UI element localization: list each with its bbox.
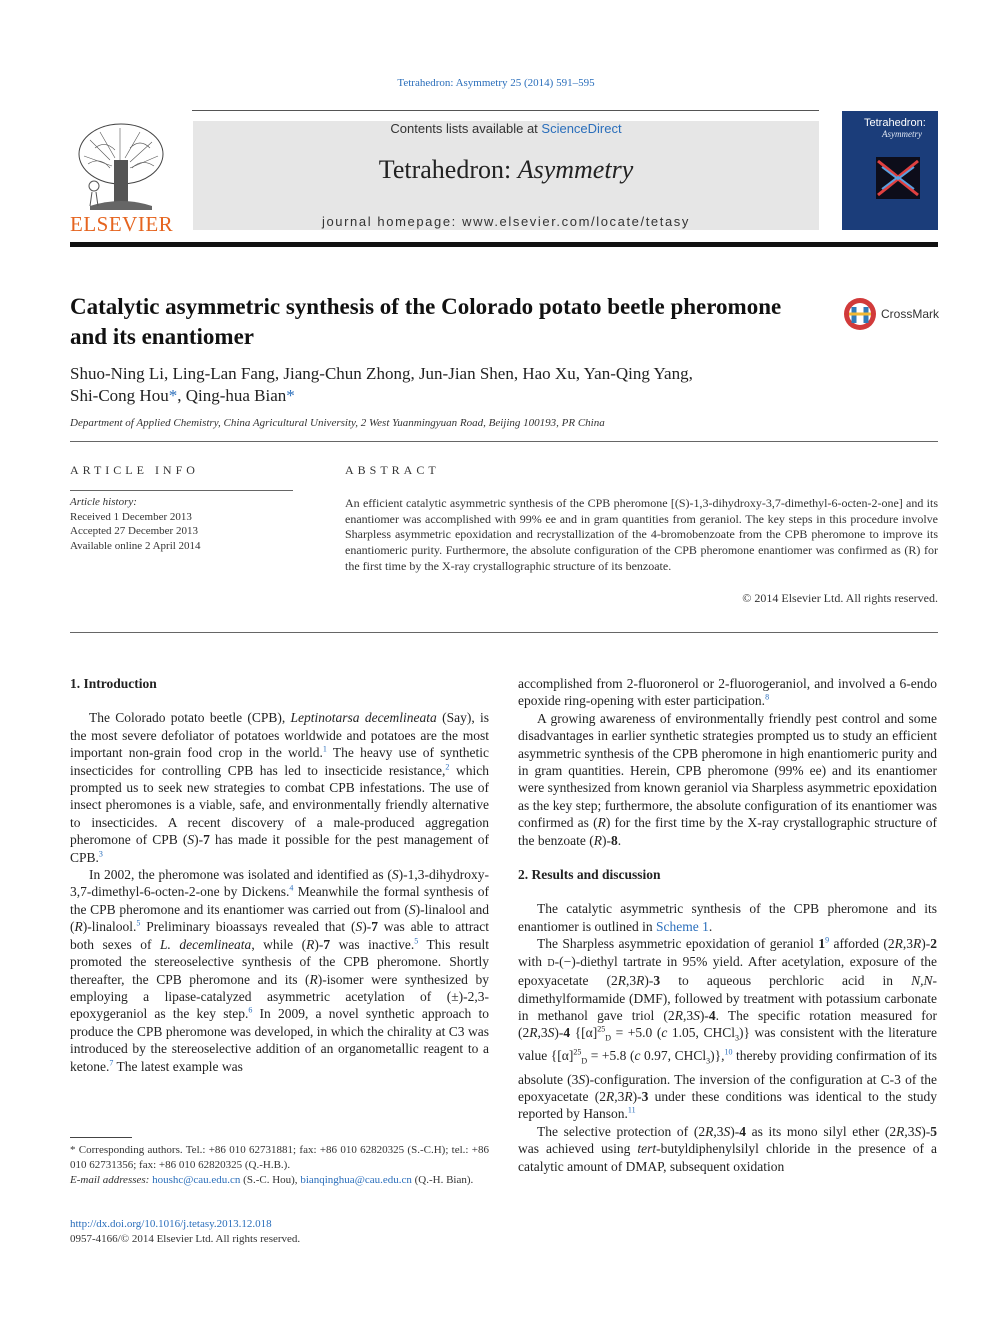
paragraph: The Colorado potato beetle (CPB), Leptinotarsa decemlineata (Say), is the most severe defoliator of potatoes worldwide and potatoes are the most important non-grain food crop in the world.$^1$ The heavy use of synthetic insecticides for controlling CPB has led to insecticide resistance,$^2$ which prompted us to seek new strategies to combat CPB infestations. The use of insect pheromones is a viable, safe, and environmentally friendly alternative to insecticides. A recent discovery of a male-produced aggregation pheromone of CPB (S)-7 has made it possible for the pest management of CPB.$^3$ bbox=[70, 710, 490, 865]
paragraph: In 2002, the pheromone was isolated and identified as (S)-1,3-dihydroxy-3,7-dimethyl-6-octen-2-one by Dickens.$^4$ Meanwhile the formal synthesis of the CPB pheromone and its enantiomer was carried out from (S)-linalool and (R)-linalool.$^5$ Preliminary bioassays revealed that (S)-7 was able to attract both sexes of L. decemlineata, while (R)-7 was inactive.$^5$ This result promoted the stereoselective synthesis of the CPB pheromone. Shortly thereafter, the CPB pheromone and its (R)-isomer were synthesized by employing a lipase-catalyzed asymmetric acetylation of (±)-2,3-epoxygeraniol as the key step.$^6$ In 2009, a novel synthetic approach to produce the CPB pheromone was developed, in which the chirality at C3 was introduced by the stereoselective addition of an organometallic reagent to a ketone.$^7$ The latest example was bbox=[70, 867, 489, 1074]
journal-citation[interactable]: Tetrahedron: Asymmetry 25 (2014) 591–595 bbox=[397, 77, 595, 89]
email-owner-bian: (Q.-H. Bian). bbox=[411, 1174, 474, 1186]
corresponding-mark[interactable]: * bbox=[286, 386, 295, 405]
abstract-text: An efficient catalytic asymmetric synthesis of the CPB pheromone [(S)-1,3-dihydroxy-3,7-dimethyl-6-octen-2-one] and its enantiomer was accomplished with 99% ee and in gram quantities from geraniol. The key steps in this procedure involve Sharpless asymmetric epoxidation and recrystallization of the 4-bromobenzoate from the CPB pheromone to improve its enantiomeric purity. Furthermore, the absolute configuration of the CPB pheromone enantiomer was confirmed as (R) for the first time by the X-ray crystallographic structure of its benzoate. bbox=[345, 496, 938, 573]
crossmark-icon bbox=[843, 297, 877, 331]
affiliation: Department of Applied Chemistry, China Agricultural University, 2 West Yuanmingyuan Road, Beijing 100193, PR China bbox=[70, 417, 605, 429]
section-heading-introduction: 1. Introduction bbox=[70, 676, 157, 691]
history-label: Article history: bbox=[70, 496, 137, 508]
issn-copyright: 0957-4166/© 2014 Elsevier Ltd. All rights reserved. bbox=[70, 1232, 301, 1245]
contents-prefix: Contents lists available at bbox=[390, 121, 542, 136]
author-list: Shuo-Ning Li, Ling-Lan Fang, Jiang-Chun Zhong, Jun-Jian Shen, Hao Xu, Yan-Qing Yang, Shi-Cong Hou*, Qing-hua Bian* bbox=[70, 364, 693, 405]
accepted-date: Accepted 27 December 2013 bbox=[70, 525, 198, 537]
journal-homepage[interactable]: journal homepage: www.elsevier.com/locate/tetasy bbox=[321, 214, 690, 229]
email-label: E-mail addresses: bbox=[70, 1174, 153, 1186]
abstract-heading: ABSTRACT bbox=[345, 463, 440, 477]
crossmark-label: CrossMark bbox=[881, 307, 940, 321]
header-rule bbox=[192, 110, 819, 111]
author-hou[interactable]: Shi-Cong Hou bbox=[70, 386, 169, 405]
cover-title: Tetrahedron: bbox=[864, 117, 926, 129]
email-link-hou[interactable]: houshc@cau.edu.cn bbox=[152, 1174, 241, 1186]
contents-available bbox=[193, 121, 819, 136]
article-info-heading: ARTICLE INFO bbox=[70, 463, 199, 477]
paragraph: accomplished from 2-fluoronerol or 2-fluorogeraniol, and involved a 6-endo epoxide ring-opening with ester participation.$^8$ bbox=[518, 676, 937, 709]
online-date: Available online 2 April 2014 bbox=[70, 539, 201, 552]
email-link-bian[interactable]: bianqinghua@cau.edu.cn bbox=[300, 1174, 412, 1186]
journal-title-plain: Tetrahedron: bbox=[378, 155, 518, 184]
journal-title-italic: Asymmetry bbox=[517, 155, 634, 184]
divider bbox=[70, 490, 293, 491]
crossmark-badge[interactable] bbox=[843, 297, 953, 333]
received-date: Received 1 December 2013 bbox=[70, 510, 192, 523]
authors-line-1: Shuo-Ning Li, Ling-Lan Fang, Jiang-Chun Zhong, Jun-Jian Shen, Hao Xu, Yan-Qing Yang, bbox=[70, 364, 693, 383]
divider bbox=[70, 632, 938, 633]
scheme-link[interactable]: Scheme 1 bbox=[655, 918, 709, 934]
doi-link[interactable]: http://dx.doi.org/10.1016/j.tetasy.2013.12.018 bbox=[70, 1218, 272, 1230]
cover-subtitle: Asymmetry bbox=[882, 129, 922, 139]
header-thick-rule bbox=[70, 242, 938, 247]
email-owner-hou: (S.-C. Hou), bbox=[240, 1174, 301, 1186]
cover-art-icon bbox=[876, 157, 920, 199]
author-bian[interactable]: Qing-hua Bian bbox=[185, 386, 287, 405]
divider bbox=[70, 441, 938, 442]
corresponding-mark[interactable]: * bbox=[168, 386, 178, 405]
footnote-rule bbox=[70, 1137, 132, 1138]
paragraph: A growing awareness of environmentally friendly pest control and some disadvantages in earlier synthetic strategies prompted us to study an efficient asymmetric synthesis of the CPB pheromone in high enantiomeric purity and in gram quantities. Herein, CPB pheromone (99% ee) and its enantiomer were synthesized from known geraniol via Sharpless asymmetric epoxidation as the key step; furthermore, the absolute configuration of its enantiomer was confirmed as (R) for the first time by the X-ray crystallographic structure of the benzoate (R)-8. bbox=[518, 710, 937, 848]
journal-cover-thumbnail bbox=[842, 111, 938, 230]
journal-title bbox=[193, 155, 819, 185]
article-title: Catalytic asymmetric synthesis of the Colorado potato beetle pheromone and its enantiomer bbox=[70, 294, 782, 349]
sciencedirect-link[interactable]: ScienceDirect bbox=[541, 121, 622, 136]
section-heading-results: 2. Results and discussion bbox=[518, 867, 661, 883]
paragraph: The selective protection of (2R,3S)-4 as its mono silyl ether (2R,3S)-5 was achieved using tert-butyldiphenylsilyl chloride in the presence of a catalytic amount of DMAP, subsequent oxidation bbox=[518, 1123, 938, 1174]
paragraph: The catalytic asymmetric synthesis of the CPB pheromone and its enantiomer is outlined in Scheme 1. bbox=[518, 901, 937, 934]
doi-block bbox=[70, 1217, 300, 1246]
footnotes bbox=[70, 1143, 489, 1188]
abstract-copyright: © 2014 Elsevier Ltd. All rights reserved. bbox=[742, 591, 938, 605]
body-column-left bbox=[70, 675, 489, 1075]
corresponding-footnote: * Corresponding authors. Tel.: +86 010 62731881; fax: +86 010 62820325 (S.-C.H); tel.: +86 010 62731356; fax: +86 010 62820325 (Q.-H.B.). bbox=[70, 1144, 489, 1171]
body-column-right bbox=[518, 675, 937, 1175]
article-history bbox=[70, 495, 201, 553]
email-footnote bbox=[70, 1173, 489, 1188]
paragraph: The Sharpless asymmetric epoxidation of geraniol $1^9$ afforded (2R,3R)-2 with D-(−)-diethyl tartrate in 95% yield. After acetylation, exposure of the epoxyacetate (2R,3R)-3 to aqueous perchloric acid in N,N-dimethylformamide (DMF), followed by treatment with potassium carbonate in methanol gave triol (2R,3S)-4. The specific rotation measured for (2R,3S)-4 {$[\alpha]^{25}_D = +5.0$ (c 1.05, CHCl$_3$)} was consistent with the literature value {$[\alpha]^{25}_D = +5.8$ (c 0.97, CHCl$_3$)},$^{10}$ thereby providing confirmation of its absolute (3S)-configuration. The inversion of the configuration at C-3 of the epoxyacetate (2R,3R)-3 under these conditions was identical to the study reported by Hanson.$^{11}$ bbox=[518, 935, 938, 1122]
publisher-logo-text: ELSEVIER bbox=[70, 212, 174, 236]
